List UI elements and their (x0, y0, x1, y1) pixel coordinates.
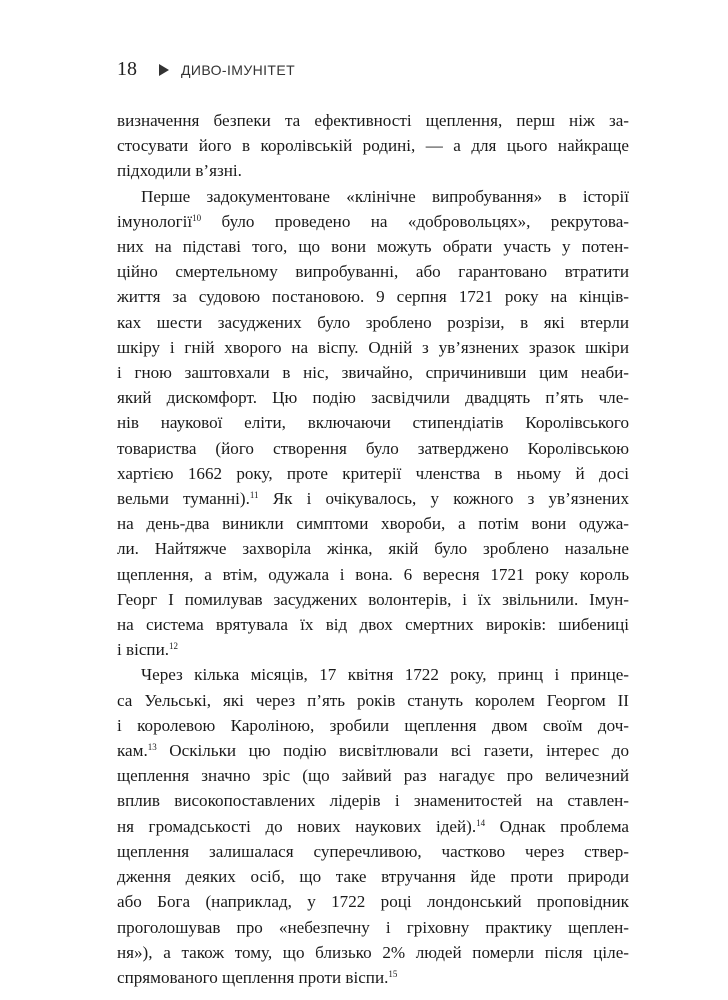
text-line (117, 360, 629, 385)
line-text: визначення безпеки та ефективності щеплення, перш ніж за- (117, 111, 629, 130)
line-text: який дискомфорт. Цю подію засвідчили двадцять п’ять чле- (117, 388, 629, 408)
line-text: і віспи. (117, 640, 169, 660)
text-line (117, 284, 629, 309)
footnote-marker: 12 (169, 641, 178, 652)
text-line (117, 915, 629, 940)
line-text: нів наукової еліти, включаючи стипендіатів Королівського (117, 413, 629, 433)
line-text: спрямованого щеплення проти віспи. (117, 967, 389, 987)
text-line (117, 335, 629, 360)
text-line (117, 209, 629, 234)
text-line (117, 814, 629, 839)
line-text: кам. (117, 741, 148, 761)
line-text: хартією 1662 року, проте критерії членства в ньому й досі (117, 463, 629, 483)
text-line (117, 562, 629, 587)
text-line (117, 108, 629, 133)
line-text-continued: Однак проблема (485, 816, 629, 836)
text-line (117, 889, 629, 914)
line-text-continued: Оскільки цю подію висвітлювали всі газети, інтерес до (156, 741, 629, 761)
line-text: вплив високопоставлених лідерів і знаменитостей на ставлен- (117, 791, 629, 811)
line-text: Перше задокументоване «клінічне випробування» в історії (141, 186, 629, 206)
line-text: і гною заштовхали в ніс, звичайно, спричинивши цим неаби- (117, 363, 629, 383)
text-line (117, 436, 629, 461)
text-line (117, 637, 629, 662)
line-text: са Уельські, які через п’ять років стануть королем Георгом II (117, 690, 629, 710)
line-text: ли. Найтяжче захворіла жінка, якій було зроблено назальне (117, 539, 629, 559)
line-text: проголошував про «небезпечну і гріховну практику щеплен- (117, 917, 629, 937)
text-line (117, 133, 629, 158)
text-line (117, 310, 629, 335)
line-text: них на підставі того, що вони можуть обрати участь у потен- (117, 237, 629, 257)
footnote-marker: 14 (476, 817, 486, 828)
text-line (117, 461, 629, 486)
line-text-continued: Як і очікувалось, у кожного з ув’язнених (258, 489, 629, 509)
line-text: або Бога (наприклад, у 1722 році лондонський проповідник (117, 892, 629, 912)
line-text: щеплення, а втім, одужала і вона. 6 вересня 1721 року король (117, 564, 629, 584)
body-text (117, 108, 629, 990)
text-line (117, 587, 629, 612)
text-line (117, 788, 629, 813)
line-text: щеплення залишалася суперечливою, частково через ствер- (117, 841, 629, 861)
footnote-marker: 11 (249, 490, 259, 501)
text-line (117, 965, 629, 990)
line-text: ня»), а також тому, що близько 2% людей померли після ціле- (117, 942, 629, 962)
line-text: дження деяких осіб, що таке втручання йде проти природи (117, 867, 629, 887)
page-number: 18 (117, 58, 137, 80)
text-line (117, 940, 629, 965)
line-text: щеплення значно зріс (що зайвий раз нагадує про величезний (117, 766, 629, 786)
text-line (117, 839, 629, 864)
text-line (117, 612, 629, 637)
footnote-marker: 10 (192, 212, 202, 223)
footnote-marker: 13 (147, 742, 157, 753)
text-line (117, 511, 629, 536)
running-header (117, 58, 295, 81)
text-line (117, 158, 629, 183)
line-text: підходили в’язні. (117, 161, 242, 181)
line-text: шкіру і гній хворого на віспу. Одній з ув’язнених зразок шкіри (117, 337, 629, 357)
line-text: і королевою Кароліною, зробили щеплення двом своїм доч- (117, 715, 629, 735)
line-text: ційно смертельному випробуванні, або гарантовано втратити (117, 262, 629, 282)
paragraph (117, 662, 629, 990)
paragraph (117, 184, 629, 663)
line-text-continued: було проведено на «добровольцях», рекрутова- (201, 211, 629, 231)
line-text: товариства (його створення було затверджено Королівською (117, 438, 629, 458)
running-title: ДИВО-ІМУНІТЕТ (181, 61, 296, 78)
line-text: на день-два виникли симптоми хвороби, а потім вони одужа- (117, 514, 629, 534)
text-line (117, 713, 629, 738)
text-line (117, 688, 629, 713)
line-text: вельми туманні). (117, 489, 250, 509)
text-line (117, 410, 629, 435)
text-line (117, 486, 629, 511)
triangle-right-icon (159, 64, 169, 76)
text-line (117, 662, 629, 687)
line-text: ках шести засуджених було зроблено розрізи, в які втерли (117, 312, 629, 332)
text-line (117, 259, 629, 284)
text-line (117, 536, 629, 561)
text-line (117, 763, 629, 788)
text-line (117, 864, 629, 889)
text-line (117, 385, 629, 410)
text-line (117, 184, 629, 209)
line-text: на система врятувала їх від двох смертних вироків: шибениці (117, 615, 629, 635)
line-text: імунології (117, 211, 193, 231)
line-text: ня громадськості до нових наукових ідей). (117, 816, 477, 836)
line-text: стосувати його в королівській родині, — а для цього найкраще (117, 136, 629, 156)
footnote-marker: 15 (388, 968, 398, 979)
text-line (117, 738, 629, 763)
line-text: Через кілька місяців, 17 квітня 1722 року, принц і принце- (141, 665, 629, 685)
line-text: Георг I помилував засуджених волонтерів, і їх звільнили. Імун- (117, 589, 629, 609)
text-line (117, 234, 629, 259)
line-text: життя за судовою постановою. 9 серпня 1721 року на кінців- (117, 287, 629, 307)
paragraph (117, 108, 629, 184)
